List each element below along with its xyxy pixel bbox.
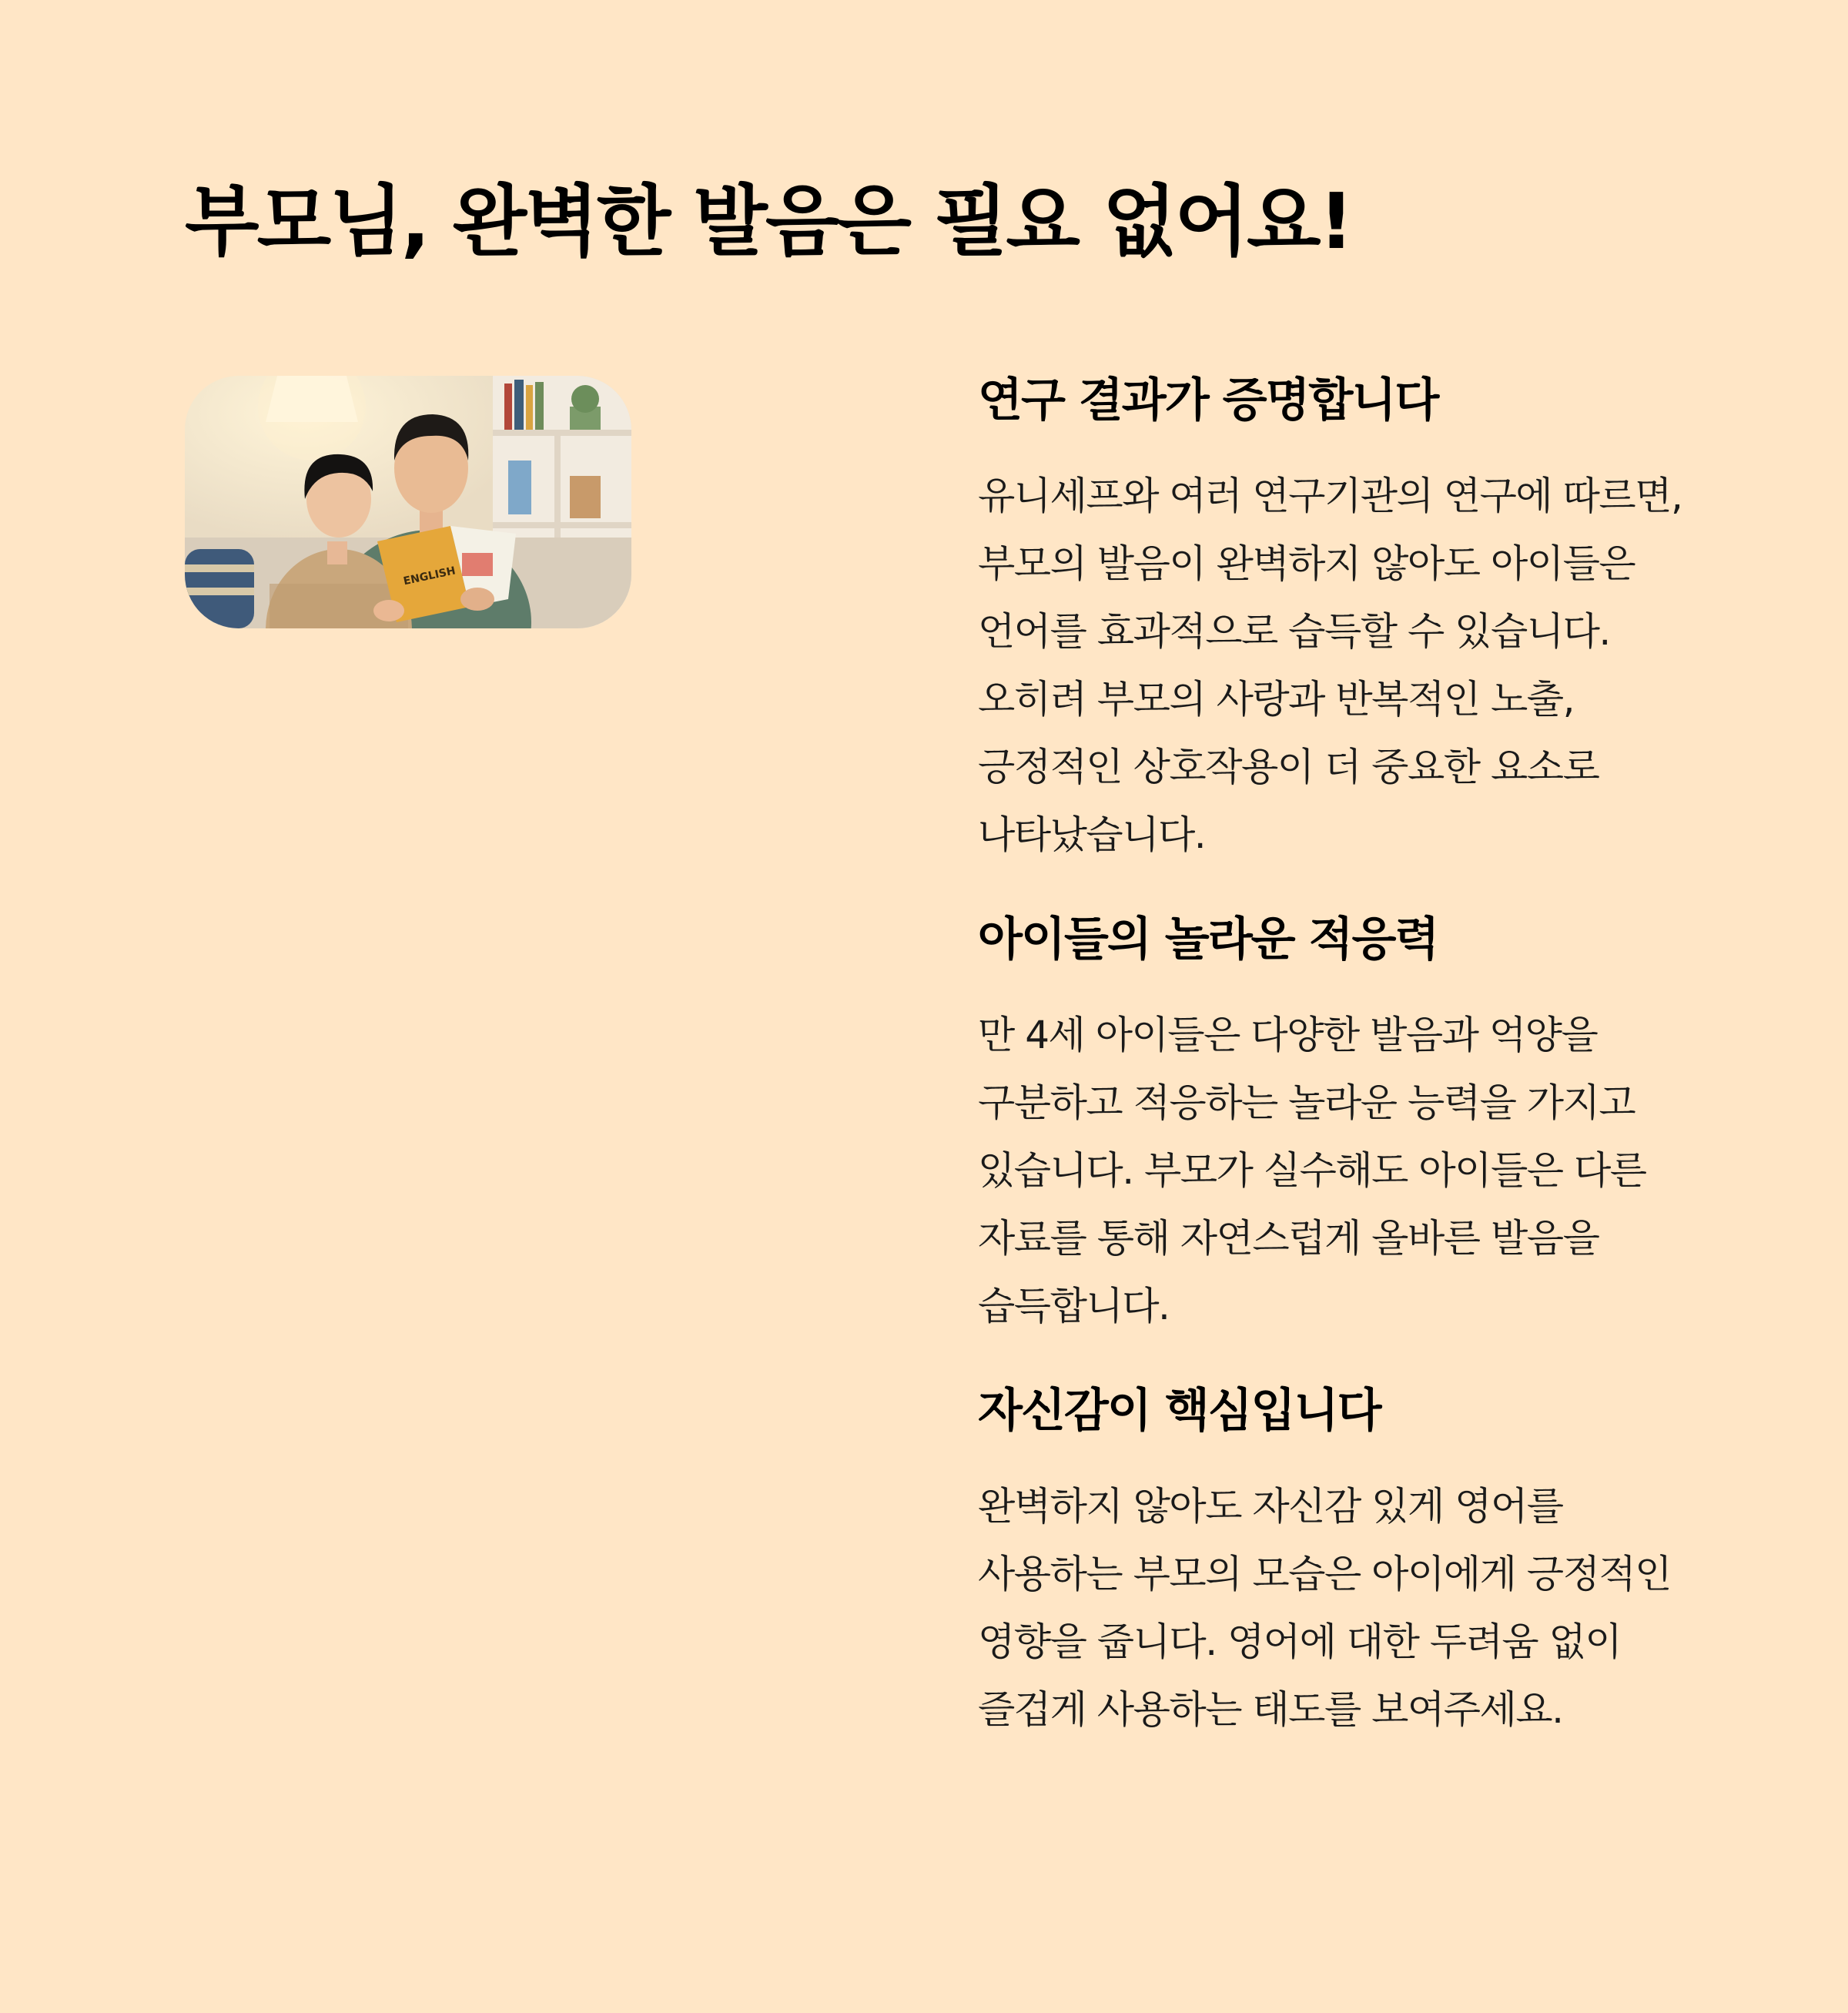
content-column [978, 362, 1686, 1743]
section-research [978, 362, 1686, 869]
section-confidence [978, 1372, 1686, 1743]
section-heading: 자신감이 핵심입니다 [978, 1384, 1381, 1438]
section-body: 완벽하지 않아도 자신감 있게 영어를 사용하는 부모의 모습은 아이에게 긍정적인 영향을 줍니다. 영어에 대한 두려움 없이 즐겁게 사용하는 태도를 보여주세요. [978, 1484, 1671, 1732]
section-body: 유니세프와 여러 연구기관의 연구에 따르면, 부모의 발음이 완벽하지 않아도 아이들은 언어를 효과적으로 습득할 수 있습니다. 오히려 부모의 사랑과 반복적인 노출, 긍정적인 상호작용이 더 중요한 요소로 나타났습니다. [978, 474, 1682, 857]
parent-child-reading-photo [185, 376, 631, 628]
section-body: 만 4세 아이들은 다양한 발음과 억양을 구분하고 적응하는 놀라운 능력을 가지고 있습니다. 부모가 실수해도 아이들은 다른 자료를 통해 자연스럽게 올바른 발음을 습득합니다. [978, 1013, 1646, 1328]
section-heading: 연구 결과가 증명합니다 [978, 373, 1438, 427]
section-adaptability [978, 901, 1686, 1340]
book-title: ENGLISH [402, 564, 457, 588]
page-title: 부모님, 완벽한 발음은 필요 없어요! [185, 176, 1352, 266]
section-heading: 아이들의 놀라운 적응력 [978, 913, 1438, 966]
